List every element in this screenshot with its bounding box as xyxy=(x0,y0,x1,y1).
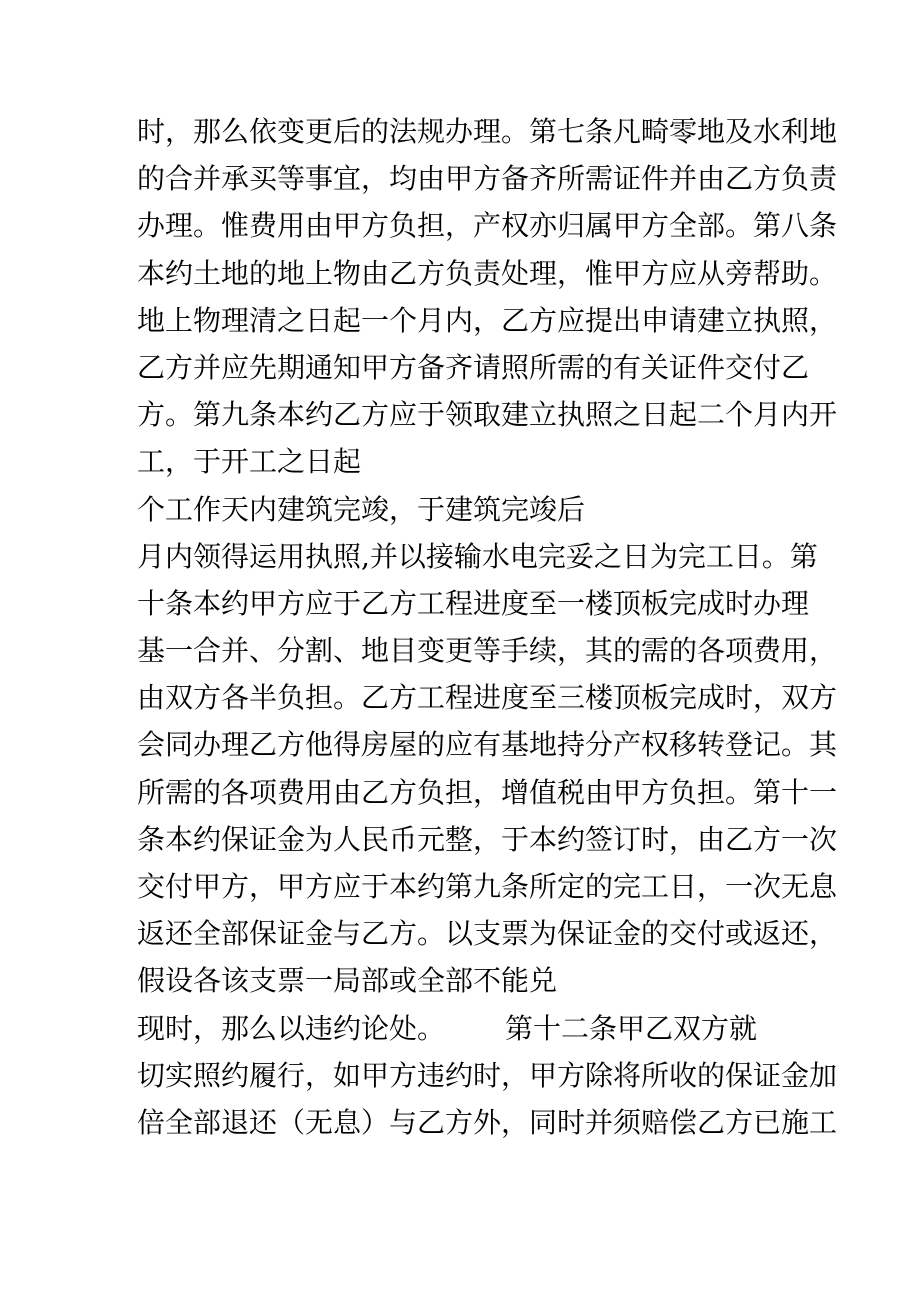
text-line-21: 切实照约履行，如甲方违约时，甲方除将所收的保证金加 xyxy=(137,1058,838,1092)
text-line-12: 基一合并、分割、地目变更等手续，其的需的各项费用， xyxy=(137,634,838,668)
text-line-5: 地上物理清之日起一个月内，乙方应提出申请建立执照， xyxy=(137,303,838,337)
text-line-9: 个工作天内建筑完竣，于建筑完竣后 xyxy=(137,492,586,526)
text-line-14: 会同办理乙方他得房屋的应有基地持分产权移转登记。其 xyxy=(137,728,838,762)
contract-text xyxy=(137,108,838,1146)
text-line-19: 假设各该支票一局部或全部不能兑 xyxy=(137,964,558,998)
text-line-2: 的合并承买等事宜，均由甲方备齐所需证件并由乙方负责 xyxy=(137,162,838,196)
text-line-22: 倍全部退还（无息）与乙方外，同时并须赔偿乙方已施工 xyxy=(137,1105,838,1139)
text-line-6: 乙方并应先期通知甲方备齐请照所需的有关证件交付乙 xyxy=(137,350,810,384)
text-line-1: 时，那么依变更后的法规办理。第七条凡畸零地及水利地 xyxy=(137,115,838,148)
text-line-18: 返还全部保证金与乙方。以支票为保证金的交付或返还， xyxy=(137,917,838,951)
text-line-17: 交付甲方，甲方应于本约第九条所定的完工日，一次无息 xyxy=(137,870,838,903)
text-line-20-part-b: 第十二条甲乙双方就 xyxy=(505,1011,758,1045)
text-line-3: 办理。惟费用由甲方负担，产权亦归属甲方全部。第八条 xyxy=(137,209,838,243)
text-line-13: 由双方各半负担。乙方工程进度至三楼顶板完成时，双方 xyxy=(137,681,838,715)
text-line-15: 所需的各项费用由乙方负担，增值税由甲方负担。第十一 xyxy=(137,775,838,809)
text-line-8: 工，于开工之日起 xyxy=(137,445,362,479)
text-line-20-part-a: 现时，那么以违约论处。 xyxy=(137,1011,446,1045)
text-line-10: 月内领得运用执照,并以接输水电完妥之日为完工日。第 xyxy=(137,539,818,573)
text-line-7: 方。第九条本约乙方应于领取建立执照之日起二个月内开 xyxy=(137,398,838,432)
text-line-11: 十条本约甲方应于乙方工程进度至一楼顶板完成时办理 xyxy=(137,586,810,620)
text-line-16: 条本约保证金为人民币元整，于本约签订时，由乙方一次 xyxy=(137,822,838,856)
text-line-4: 本约土地的地上物由乙方负责处理，惟甲方应从旁帮助。 xyxy=(137,256,838,290)
text-line-20 xyxy=(137,1005,797,1052)
